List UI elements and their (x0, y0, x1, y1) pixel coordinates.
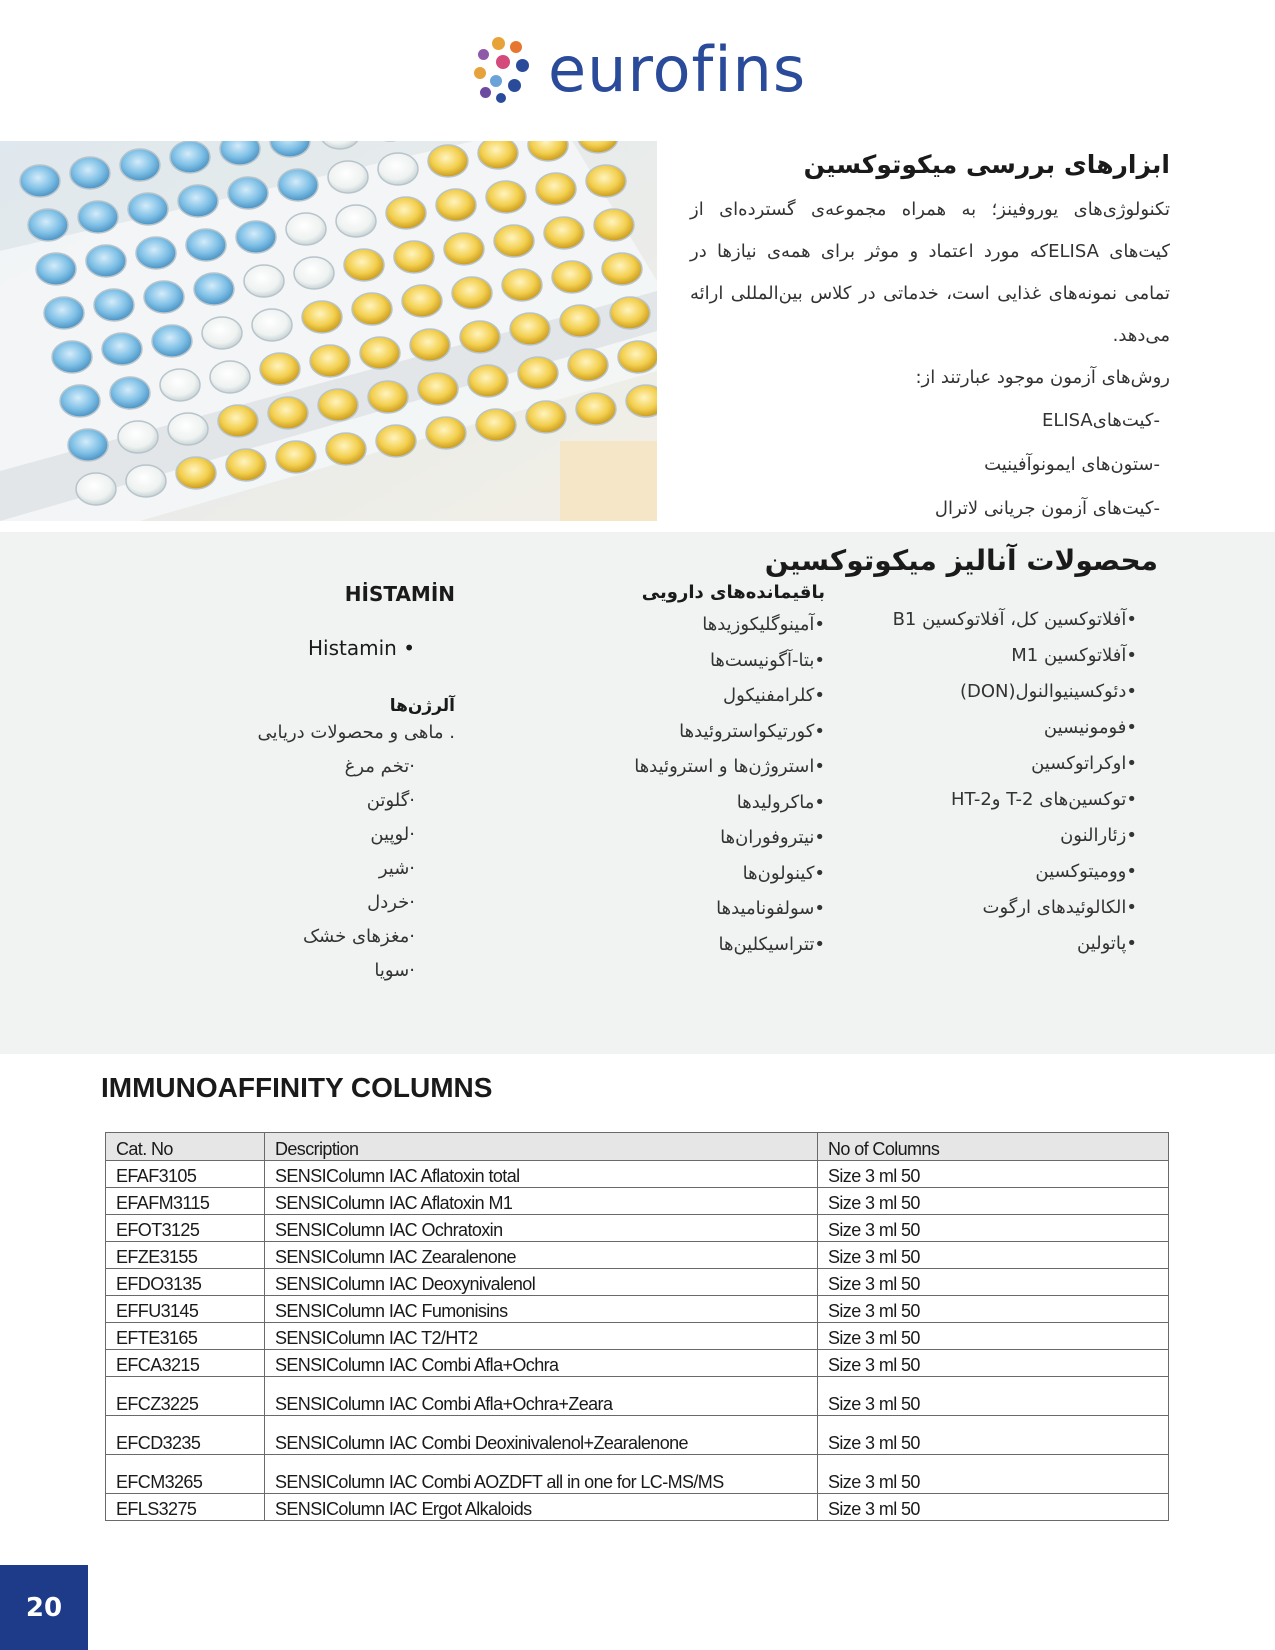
plate-well (36, 253, 76, 285)
columns-cell: Size 3 ml 50 (818, 1494, 1169, 1521)
table-row (106, 1323, 1169, 1350)
columns-cell: Size 3 ml 50 (818, 1377, 1169, 1416)
plate-well (94, 289, 134, 321)
eurofins-logo (470, 30, 806, 110)
list-item: •کلرامفنیکول (722, 685, 825, 706)
plate-well (602, 253, 642, 285)
table-row (106, 1296, 1169, 1323)
plate-well (468, 365, 508, 397)
cat-no-cell: EFTE3165 (106, 1323, 265, 1350)
plate-well (60, 385, 100, 417)
plate-well (260, 353, 300, 385)
histamine-allergen-column (155, 582, 455, 988)
plate-well (126, 465, 166, 497)
plate-well (44, 297, 84, 329)
plate-well (410, 329, 450, 361)
list-item: •نیتروفوران‌ها (720, 827, 825, 848)
plate-well (502, 269, 542, 301)
plate-well (310, 345, 350, 377)
plate-well (276, 441, 316, 473)
description-cell: SENSIColumn IAC Zearalenone (265, 1242, 818, 1269)
plate-well (476, 409, 516, 441)
plate-well (194, 273, 234, 305)
plate-well (68, 429, 108, 461)
plate-well (378, 153, 418, 185)
plate-well (444, 233, 484, 265)
plate-well (136, 237, 176, 269)
plate-well (244, 265, 284, 297)
plate-well (544, 217, 584, 249)
description-cell: SENSIColumn IAC Combi AOZDFT all in one for LC-MS/MS (265, 1455, 818, 1494)
columns-cell: Size 3 ml 50 (818, 1296, 1169, 1323)
plate-well (160, 369, 200, 401)
table-row (106, 1269, 1169, 1296)
plate-well (318, 389, 358, 421)
list-item: •الکالوئیدهای ارگوت (982, 897, 1137, 918)
list-item: ·مغزهای خشک (302, 926, 415, 947)
plate-well (286, 213, 326, 245)
cat-no-cell: EFCM3265 (106, 1455, 265, 1494)
eurofins-logo-icon (470, 35, 540, 105)
plate-well (170, 141, 210, 173)
histamine-item: Histamin • (308, 636, 415, 660)
plate-well (428, 145, 468, 177)
iac-title: IMMUNOAFFINITY COLUMNS (101, 1072, 493, 1103)
plate-well (560, 305, 600, 337)
elisa-plate-photo (0, 141, 657, 521)
plate-well (594, 209, 634, 241)
plate-well (436, 189, 476, 221)
analysis-products-section (0, 532, 1275, 1054)
header-description: Description (265, 1133, 818, 1161)
plate-well (76, 473, 116, 505)
table-row (106, 1215, 1169, 1242)
cat-no-cell: EFCA3215 (106, 1350, 265, 1377)
plate-well (536, 173, 576, 205)
plate-well (552, 261, 592, 293)
table-row (106, 1350, 1169, 1377)
plate-well (418, 373, 458, 405)
cat-no-cell: EFLS3275 (106, 1494, 265, 1521)
columns-cell: Size 3 ml 50 (818, 1323, 1169, 1350)
allergen-list (155, 716, 455, 988)
mycotoxin-list (817, 602, 1137, 962)
cat-no-cell: EFOT3125 (106, 1215, 265, 1242)
plate-well (376, 425, 416, 457)
list-item: •فومونیسین (1043, 717, 1137, 738)
plate-well (78, 201, 118, 233)
table-row (106, 1161, 1169, 1188)
description-cell: SENSIColumn IAC Combi Deoxinivalenol+Zearalenone (265, 1416, 818, 1455)
plate-well (328, 161, 368, 193)
plate-well (610, 297, 650, 329)
page-number: 20 (0, 1565, 88, 1650)
drug-residue-list (525, 607, 825, 962)
header-cat-no: Cat. No (106, 1133, 265, 1161)
plate-well (178, 185, 218, 217)
analysis-title: محصولات آنالیز میکوتوکسین (764, 544, 1158, 577)
plate-well (394, 241, 434, 273)
list-item: ·گلوتن (366, 790, 415, 811)
plate-well (402, 285, 442, 317)
plate-well (576, 393, 616, 425)
plate-well (336, 205, 376, 237)
list-item: ·لوپین (370, 824, 415, 845)
plate-well (118, 421, 158, 453)
list-item: •کینولون‌ها (742, 862, 825, 884)
intro-title: ابزارهای بررسی میکوتوکسین (803, 150, 1170, 179)
list-item: . ماهی و محصولات دریایی (257, 722, 455, 743)
plate-well (360, 337, 400, 369)
cat-no-cell: EFAFM3115 (106, 1188, 265, 1215)
plate-well (460, 321, 500, 353)
plate-well (128, 193, 168, 225)
list-item: •زئارالنون (1060, 825, 1137, 846)
plate-well (344, 249, 384, 281)
columns-cell: Size 3 ml 50 (818, 1269, 1169, 1296)
plate-well (236, 221, 276, 253)
plate-well (294, 257, 334, 289)
description-cell: SENSIColumn IAC Deoxynivalenol (265, 1269, 818, 1296)
cat-no-cell: EFDO3135 (106, 1269, 265, 1296)
list-item: •دئوکسینیوالنول(DON) (959, 681, 1137, 702)
description-cell: SENSIColumn IAC T2/HT2 (265, 1323, 818, 1350)
iac-table (105, 1132, 1169, 1521)
list-item: ·خردل (367, 892, 415, 913)
description-cell: SENSIColumn IAC Combi Afla+Ochra+Zeara (265, 1377, 818, 1416)
plate-well (228, 177, 268, 209)
plate-well (86, 245, 126, 277)
intro-paragraph: تکنولوژی‌های یوروفینز؛ به همراه مجموعه‌ی گسترده‌ای از کیت‌های ELISAکه مورد اعتماد و موثر برای همه‌ی نیازها در تمامی نمونه‌های غذایی است، خدماتی در کلاس بین‌المللی ارائه می‌دهد. (690, 199, 1170, 346)
plate-well (52, 341, 92, 373)
plate-well (218, 405, 258, 437)
drug-residue-column (525, 582, 825, 962)
plate-well (478, 141, 518, 169)
eurofins-wordmark: eurofins (548, 33, 807, 106)
plate-well (326, 433, 366, 465)
list-item: •اوکراتوکسین (1031, 753, 1137, 774)
mycotoxin-column (817, 602, 1137, 962)
histamine-title: HİSTAMİN (344, 582, 455, 606)
plate-well (386, 197, 426, 229)
method-item: -ستون‌های ایمونوآفینیت (984, 454, 1160, 475)
plate-well (176, 457, 216, 489)
list-item: •آمینوگلیکوزیدها (702, 614, 825, 635)
plate-well (452, 277, 492, 309)
list-item: •وومیتوکسین (1035, 861, 1137, 882)
description-cell: SENSIColumn IAC Fumonisins (265, 1296, 818, 1323)
plate-well (268, 397, 308, 429)
plate-well (526, 401, 566, 433)
description-cell: SENSIColumn IAC Aflatoxin M1 (265, 1188, 818, 1215)
plate-well (168, 413, 208, 445)
columns-cell: Size 3 ml 50 (818, 1242, 1169, 1269)
columns-cell: Size 3 ml 50 (818, 1188, 1169, 1215)
list-item: •سولفونامیدها (716, 898, 825, 919)
cat-no-cell: EFZE3155 (106, 1242, 265, 1269)
methods-intro: روش‌های آزمون موجود عبارتند از: (915, 367, 1170, 388)
list-item: •استروژن‌ها و استروئیدها (634, 756, 825, 777)
description-cell: SENSIColumn IAC Aflatoxin total (265, 1161, 818, 1188)
columns-cell: Size 3 ml 50 (818, 1161, 1169, 1188)
description-cell: SENSIColumn IAC Ochratoxin (265, 1215, 818, 1242)
columns-cell: Size 3 ml 50 (818, 1215, 1169, 1242)
plate-well (120, 149, 160, 181)
description-cell: SENSIColumn IAC Ergot Alkaloids (265, 1494, 818, 1521)
list-item: •توکسین‌های T-2 وHT-2 (950, 789, 1137, 810)
plate-well (302, 301, 342, 333)
plate-well (226, 449, 266, 481)
plate-well (368, 381, 408, 413)
list-item: ·سویا (374, 960, 415, 981)
plate-well (518, 357, 558, 389)
columns-cell: Size 3 ml 50 (818, 1416, 1169, 1455)
list-item: ·شیر (378, 858, 415, 879)
cat-no-cell: EFFU3145 (106, 1296, 265, 1323)
header-no-of-columns: No of Columns (818, 1133, 1169, 1161)
plate-well (152, 325, 192, 357)
method-item: -کیت‌های آزمون جریانی لاترال (934, 498, 1160, 519)
list-item: •پاتولین (1076, 933, 1137, 954)
table-header-row (106, 1133, 1169, 1161)
table-row (106, 1494, 1169, 1521)
plate-well (278, 169, 318, 201)
plate-well (202, 317, 242, 349)
plate-well (426, 417, 466, 449)
plate-well (144, 281, 184, 313)
cat-no-cell: EFAF3105 (106, 1161, 265, 1188)
cat-no-cell: EFCD3235 (106, 1416, 265, 1455)
allergen-title: آلرژن‌ها (389, 696, 455, 716)
description-cell: SENSIColumn IAC Combi Afla+Ochra (265, 1350, 818, 1377)
intro-section (690, 150, 1170, 531)
plate-well (28, 209, 68, 241)
plate-well (210, 361, 250, 393)
drug-residue-title: باقیمانده‌های دارویی (641, 582, 825, 603)
list-item: •بتا-آگونیست‌ها (709, 649, 825, 671)
table-row (106, 1188, 1169, 1215)
plate-well (70, 157, 110, 189)
table-row (106, 1242, 1169, 1269)
list-item: •تتراسیکلین‌ها (718, 933, 825, 955)
cat-no-cell: EFCZ3225 (106, 1377, 265, 1416)
plate-well (186, 229, 226, 261)
plate-well (568, 349, 608, 381)
columns-cell: Size 3 ml 50 (818, 1350, 1169, 1377)
list-item: •آفلاتوکسین کل، آفلاتوکسین B1 (892, 609, 1137, 630)
plate-well (252, 309, 292, 341)
method-item: -کیت‌هایELISA (1041, 410, 1160, 431)
table-row (106, 1377, 1169, 1416)
table-row (106, 1416, 1169, 1455)
table-row (106, 1455, 1169, 1494)
plate-well (20, 165, 60, 197)
plate-well (618, 341, 657, 373)
list-item: •کورتیکواستروئیدها (679, 720, 825, 742)
plate-well (626, 385, 657, 417)
list-item: ·تخم مرغ (344, 756, 415, 777)
methods-list (690, 399, 1170, 531)
list-item: •آفلاتوکسین M1 (1011, 645, 1137, 666)
plate-well (102, 333, 142, 365)
plate-well (586, 165, 626, 197)
plate-well (486, 181, 526, 213)
plate-well (494, 225, 534, 257)
plate-well (510, 313, 550, 345)
plate-well (352, 293, 392, 325)
columns-cell: Size 3 ml 50 (818, 1455, 1169, 1494)
plate-well (110, 377, 150, 409)
list-item: •ماکرولیدها (736, 791, 825, 813)
